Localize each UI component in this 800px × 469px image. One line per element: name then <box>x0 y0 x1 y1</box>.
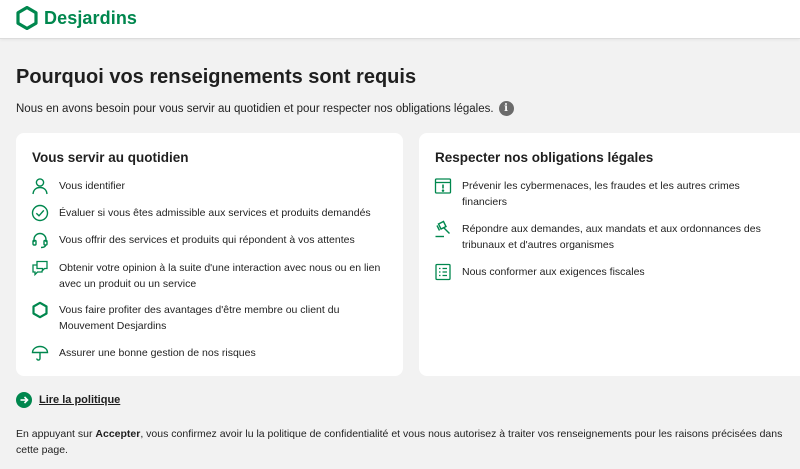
list-item: Évaluer si vous êtes admissible aux services et produits demandés <box>31 204 386 222</box>
card-title: Respecter nos obligations légales <box>435 150 654 165</box>
header <box>0 0 800 39</box>
brand-name: Desjardins <box>44 7 138 28</box>
read-policy-label[interactable]: Lire la politique <box>39 394 121 406</box>
card-daily-service <box>16 133 403 376</box>
list-item: Prévenir les cybermenaces, les fraudes et les autres crimes financiers <box>434 177 774 210</box>
umbrella-icon <box>31 344 49 362</box>
hexagon-icon <box>31 301 49 319</box>
hexagon-logo-icon <box>16 6 38 30</box>
brand-logo[interactable] <box>16 6 137 30</box>
subtitle-text: Nous en avons besoin pour vous servir au quotidien et pour respecter nos obligations légales. <box>16 102 494 115</box>
list-item: Vous offrir des services et produits qui répondent à vos attentes <box>31 231 386 249</box>
check-circle-icon <box>31 204 49 222</box>
person-icon <box>31 177 49 195</box>
headset-icon <box>31 231 49 249</box>
list-item: Nous conformer aux exigences fiscales <box>434 263 774 281</box>
arrow-right-circle-icon <box>16 392 32 408</box>
checklist-icon <box>434 263 452 281</box>
accept-keyword: Accepter <box>95 428 141 440</box>
read-policy-link[interactable] <box>16 392 120 408</box>
consent-text: En appuyant sur Accepter, vous confirmez avoir lu la politique de confidentialité et vous nous autorisez à traiter vos renseignements pour les raisons précisées dans cette page. <box>16 428 783 456</box>
list-item: Obtenir votre opinion à la suite d'une interaction avec nous ou en lien avec un produit ou un service <box>31 259 386 292</box>
card-legal-obligations <box>419 133 800 376</box>
browser-alert-icon <box>434 177 452 195</box>
chat-bubbles-icon <box>31 259 49 277</box>
list-item: Assurer une bonne gestion de nos risques <box>31 344 386 362</box>
list-item: Vous faire profiter des avantages d'être membre ou client du Mouvement Desjardins <box>31 301 386 334</box>
list-item: Vous identifier <box>31 177 386 195</box>
page-subtitle <box>16 101 514 116</box>
gavel-icon <box>434 220 452 238</box>
card-title: Vous servir au quotidien <box>32 150 189 165</box>
page-title: Pourquoi vos renseignements sont requis <box>16 66 417 88</box>
info-icon[interactable]: i <box>499 101 514 116</box>
list-item: Répondre aux demandes, aux mandats et aux ordonnances des tribunaux et d'autres organismes <box>434 220 774 253</box>
